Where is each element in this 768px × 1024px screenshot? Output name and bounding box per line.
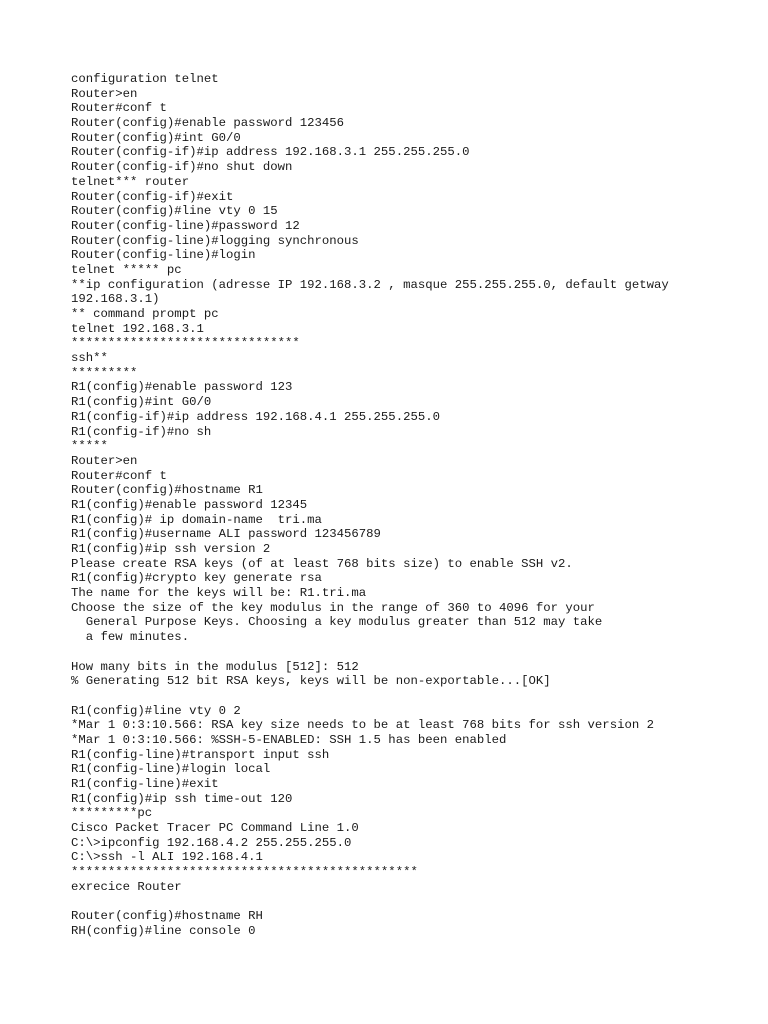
text-line: Cisco Packet Tracer PC Command Line 1.0 (71, 821, 359, 836)
text-line: R1(config-line)#exit (71, 777, 219, 791)
text-line: RH(config)#line console 0 (71, 923, 256, 938)
text-line: 192.168.3.1) (71, 292, 160, 307)
text-line: R1(config-if)#no sh (71, 424, 212, 439)
text-line: R1(config-line)#transport input ssh (71, 747, 330, 762)
text-line: Router>en (71, 86, 138, 101)
text-line: Router(config)#hostname R1 (71, 483, 263, 498)
text-line: The name for the keys will be: R1.tri.ma (71, 586, 367, 601)
text-line: C:\>ssh -l ALI 192.168.4.1 (71, 850, 263, 865)
text-line: *Mar 1 0:3:10.566: RSA key size needs to be at least 768 bits for ssh version 2 (71, 718, 654, 733)
text-line: R1(config)#username ALI password 123456789 (71, 527, 381, 542)
text-line: C:\>ipconfig 192.168.4.2 255.255.255.0 (71, 835, 352, 850)
text-line: ** command prompt pc (71, 307, 219, 321)
text-line: ssh** (71, 351, 108, 366)
text-line: R1(config)#line vty 0 2 (71, 703, 241, 718)
text-line: Router(config)#line vty 0 15 (71, 204, 278, 219)
text-line: Router#conf t (71, 101, 167, 116)
text-line: Router(config-line)#password 12 (71, 218, 300, 233)
text-line: Router(config)#enable password 123456 (71, 116, 345, 131)
text-line: Please create RSA keys (of at least 768 bits size) to enable SSH v2. (71, 556, 573, 571)
text-line (71, 689, 751, 704)
text-line: Router(config-if)#exit (71, 189, 234, 204)
text-line: ********* (71, 365, 138, 380)
text-line: R1(config-line)#login local (71, 762, 271, 777)
text-line: *********pc (71, 806, 153, 821)
text-line: R1(config)#enable password 12345 (71, 497, 308, 512)
text-line: telnet 192.168.3.1 (71, 321, 204, 336)
text-line: Router(config-line)#login (71, 248, 256, 263)
text-line: Router(config-line)#logging synchronous (71, 233, 359, 248)
text-line: R1(config)#int G0/0 (71, 395, 212, 410)
text-line: ******************************* (71, 336, 300, 351)
text-line: % Generating 512 bit RSA keys, keys will be non-exportable...[OK] (71, 674, 551, 689)
text-line (71, 895, 751, 910)
text-line: a few minutes. (71, 630, 190, 645)
text-line: *Mar 1 0:3:10.566: %SSH-5-ENABLED: SSH 1.5 has been enabled (71, 732, 507, 747)
text-line: telnet ***** pc (71, 262, 182, 277)
text-line: R1(config)#ip ssh time-out 120 (71, 791, 293, 806)
text-line: How many bits in the modulus [512]: 512 (71, 659, 359, 674)
text-line: R1(config-if)#ip address 192.168.4.1 255.255.255.0 (71, 409, 440, 424)
text-line: ***** (71, 439, 108, 454)
text-line: R1(config)#ip ssh version 2 (71, 542, 271, 556)
text-line: Router(config)#hostname RH (71, 909, 263, 924)
text-line: Router(config-if)#ip address 192.168.3.1 255.255.255.0 (71, 145, 470, 160)
text-line: R1(config)#crypto key generate rsa (71, 571, 322, 586)
text-line: telnet*** router (71, 174, 190, 189)
text-line: configuration telnet (71, 72, 219, 86)
text-line: Router(config)#int G0/0 (71, 130, 241, 145)
text-line: Choose the size of the key modulus in the range of 360 to 4096 for your (71, 600, 595, 615)
text-line: **ip configuration (adresse IP 192.168.3.2 , masque 255.255.255.0, default getway (71, 277, 669, 292)
text-line: Router>en (71, 453, 138, 468)
text-line: R1(config)#enable password 123 (71, 380, 293, 395)
text-line: Router#conf t (71, 468, 167, 483)
text-line: exrecice Router (71, 879, 182, 894)
text-line: General Purpose Keys. Choosing a key modulus greater than 512 may take (71, 615, 603, 630)
text-line: Router(config-if)#no shut down (71, 160, 293, 175)
text-line: *********************************************** (71, 865, 418, 880)
document-body (71, 72, 751, 939)
text-line: R1(config)# ip domain-name tri.ma (71, 512, 322, 527)
text-line (71, 645, 751, 660)
